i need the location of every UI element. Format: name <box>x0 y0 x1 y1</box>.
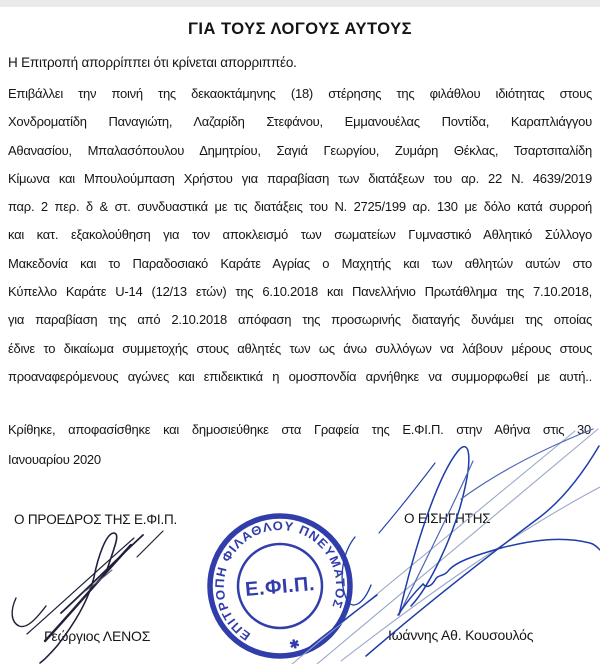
scan-edge-artifact <box>0 0 600 7</box>
president-name: Γεώργιος ΛΕΝΟΣ <box>44 628 151 644</box>
stamp-star-icon: ✱ <box>287 636 302 653</box>
paragraph-line: προαναφερόμενους αγώνες και επιδεικτικά η ομοσπονδία αρνήθηκε να συμμορφωθεί με αυτή.. <box>8 368 592 384</box>
stamp-ring-text: ΕΠΙΤΡΟΠΗ ΦΙΛΑΘΛΟΥ ΠΝΕΥΜΑΤΟΣ <box>212 518 348 644</box>
paragraph-line: για παραβίαση της από 2.10.2018 απόφαση της προσωρινής διαταγής δυνάμει της οποίας <box>8 312 592 328</box>
paragraph-line: Αθανασίου, Μπαλασόπουλου Δημητρίου, Σαγιά Γεωργίου, Ζυμάρη Θέκλας, Τσαρτσιταλίδη <box>8 142 592 158</box>
ink-stroke <box>84 570 112 592</box>
paragraph-line: παρ. 2 περ. δ & στ. συνδυαστικά με τις διατάξεις του Ν. 2725/199 αρ. 130 με δόλο κατά συρροή <box>8 199 592 215</box>
intro-paragraph: Η Επιτροπή απορρίππει ότι κρίνεται απορριππέο. <box>8 55 297 70</box>
president-label: Ο ΠΡΟΕΔΡΟΣ ΤΗΣ Ε.ΦΙ.Π. <box>14 512 178 527</box>
rapporteur-name: Ιωάννης Αθ. Κουσουλός <box>388 627 534 643</box>
page-title: ΓΙΑ ΤΟΥΣ ΛΟΓΟΥΣ ΑΥΤΟΥΣ <box>187 20 413 38</box>
publication-line: Κρίθηκε, αποφασίσθηκε και δημοσιεύθηκε στα Γραφεία της Ε.ΦΙ.Π. στην Αθήνα στις 30 <box>8 422 591 437</box>
paragraph-line: Επιβάλλει την ποινή της δεκαοκτάμηνης (18) στέρησης της φιλάθλου ιδιότητας στους <box>8 86 592 101</box>
ink-stroke <box>366 446 599 656</box>
ink-stroke <box>12 598 46 627</box>
publication-line: Ιανουαρίου 2020 <box>8 452 101 467</box>
ink-stroke <box>398 539 600 615</box>
paragraph-line: Κύπελλο Καράτε U-14 (12/13 ετών) της 6.10.2018 και Πανελλήνιο Πρωτάθλημα της 7.10.2018, <box>8 284 592 300</box>
efip-stamp <box>195 501 365 664</box>
ink-stroke <box>45 545 131 641</box>
paragraph-line: έδινε το δικαίωμα συμμετοχής στους αθλητές των ως άνω συλλόγων να λάβουν μέρους στους <box>8 340 592 356</box>
ink-stroke <box>399 461 473 615</box>
rapporteur-label: Ο ΕΙΣΗΓΗΤΗΣ <box>404 511 491 526</box>
ink-stroke <box>61 535 143 613</box>
stamp-center-text: Ε.ΦΙ.Π. <box>244 572 316 602</box>
ink-stroke <box>137 531 163 557</box>
ink-stroke <box>27 538 134 634</box>
paragraph-line: Κίμωνα και Μπουλούμπαση Χρήστου για παραβίαση των διατάξεων του αρ. 22 Ν. 4639/2019 <box>8 170 592 186</box>
paragraph-line: Μακεδονία και το Παραδοσιακό Καράτε Αγρίας ο Μαχητής και των αθλητών αυτών στο <box>8 255 592 271</box>
paragraph-line: και κατ. εξακολούθηση για τον αποκλεισμό των σωματείων Γυμναστικό Αθλητικό Σύλλογο <box>8 227 592 243</box>
decision-paragraph <box>8 80 592 391</box>
paragraph-line: Χονδροματίδη Παναγιώτη, Λαζαρίδη Στεφάνου, Εμμανουέλας Ποντίδα, Καραπλιάγγου <box>8 114 592 130</box>
publication-paragraph <box>8 415 591 475</box>
